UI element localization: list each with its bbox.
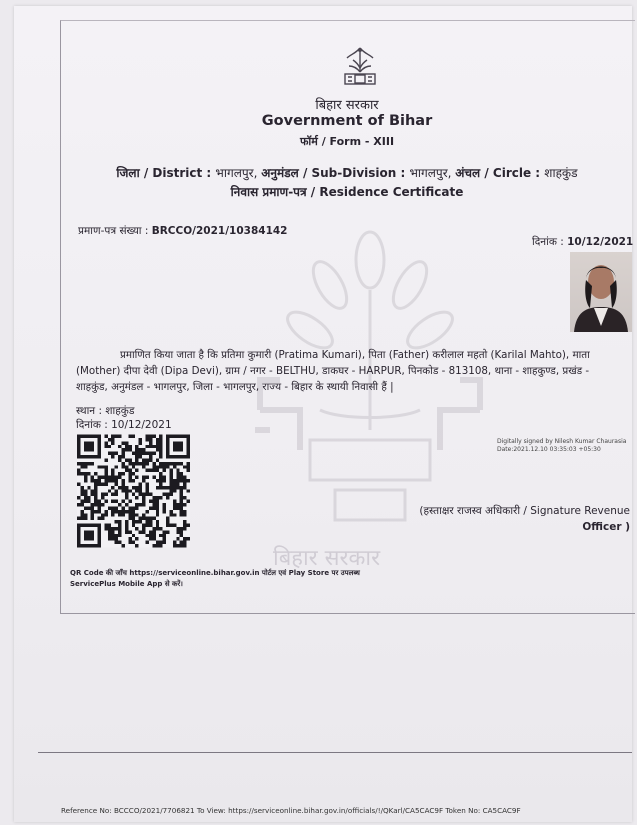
reference-number: Reference No: BCCCO/2021/7706821 To View: https://serviceonline.bihar.gov.in/officials/!/QKarl/CA5CAC9F Token No: CA5CAC9F <box>61 806 521 815</box>
certificate-number-label: प्रमाण-पत्र संख्या : <box>78 225 152 237</box>
applicant-photo <box>570 252 632 332</box>
bihar-emblem-icon <box>337 44 383 90</box>
qr-code <box>77 434 190 548</box>
issue-date <box>532 235 633 249</box>
qr-note-line: QR Code की जाँच https://serviceonline.bihar.gov.in पोर्टल एवं Play Store पर उपलब्ध <box>70 569 360 577</box>
certificate-title: निवास प्रमाण-पत्र / Residence Certificate <box>230 185 464 199</box>
certificate-number <box>78 224 288 238</box>
certificate-number-value: BRCCO/2021/10384142 <box>151 225 288 237</box>
body-line: प्रमाणित किया जाता है कि प्रतिमा कुमारी (Pratima Kumari), पिता (Father) करीलाल महतो (Karilal Mahto), माता <box>120 349 590 361</box>
hindi-title: बिहार सरकार <box>315 98 379 113</box>
watermark-text: बिहार सरकार <box>273 546 381 571</box>
circle-value: शाहकुंड <box>544 166 578 180</box>
signature-title-line: Officer ) <box>582 521 630 533</box>
body-line: (Mother) दीपा देवी (Dipa Devi), ग्राम / नगर - BELTHU, डाकघर - HARPUR, पिनकोड - 813108, थाना - शाहकुण्ड, प्रखंड - <box>76 365 590 377</box>
government-title: Government of Bihar <box>261 113 433 129</box>
digital-signature-date: Date:2021.12.10 03:35:03 +05:30 <box>497 446 601 453</box>
body-line: शाहकुंड, अनुमंडल - भागलपुर, जिला - भागलपुर, राज्य - बिहार के स्थायी निवासी हैं | <box>76 381 394 393</box>
district-label: जिला / District : <box>116 166 216 180</box>
issue-date-label: दिनांक : <box>532 236 568 248</box>
certificate-body <box>76 347 632 395</box>
form-number: फॉर्म / Form - XIII <box>299 135 395 148</box>
issue-date-value: 10/12/2021 <box>567 236 634 248</box>
digital-signature-line: Digitally signed by Nilesh Kumar Chaurasia <box>497 438 627 445</box>
applicant-portrait-icon <box>570 252 632 332</box>
digital-signature <box>497 438 626 454</box>
divider <box>38 752 632 753</box>
place-date: दिनांक : 10/12/2021 <box>76 419 172 431</box>
qr-note-line: ServicePlus Mobile App से करें। <box>70 580 183 588</box>
district-line <box>60 164 634 181</box>
signature-title <box>400 503 630 535</box>
qr-verification-note <box>70 568 360 590</box>
district-value: भागलपुर, <box>215 166 262 180</box>
circle-label: अंचल / Circle : <box>455 166 545 180</box>
subdivision-label: अनुमंडल / Sub-Division : <box>261 166 410 180</box>
signature-title-line: (हस्ताक्षर राजस्व अधिकारी / Signature Revenue <box>419 505 630 517</box>
subdivision-value: भागलपुर, <box>409 166 456 180</box>
place: स्थान : शाहकुंड <box>76 405 135 417</box>
